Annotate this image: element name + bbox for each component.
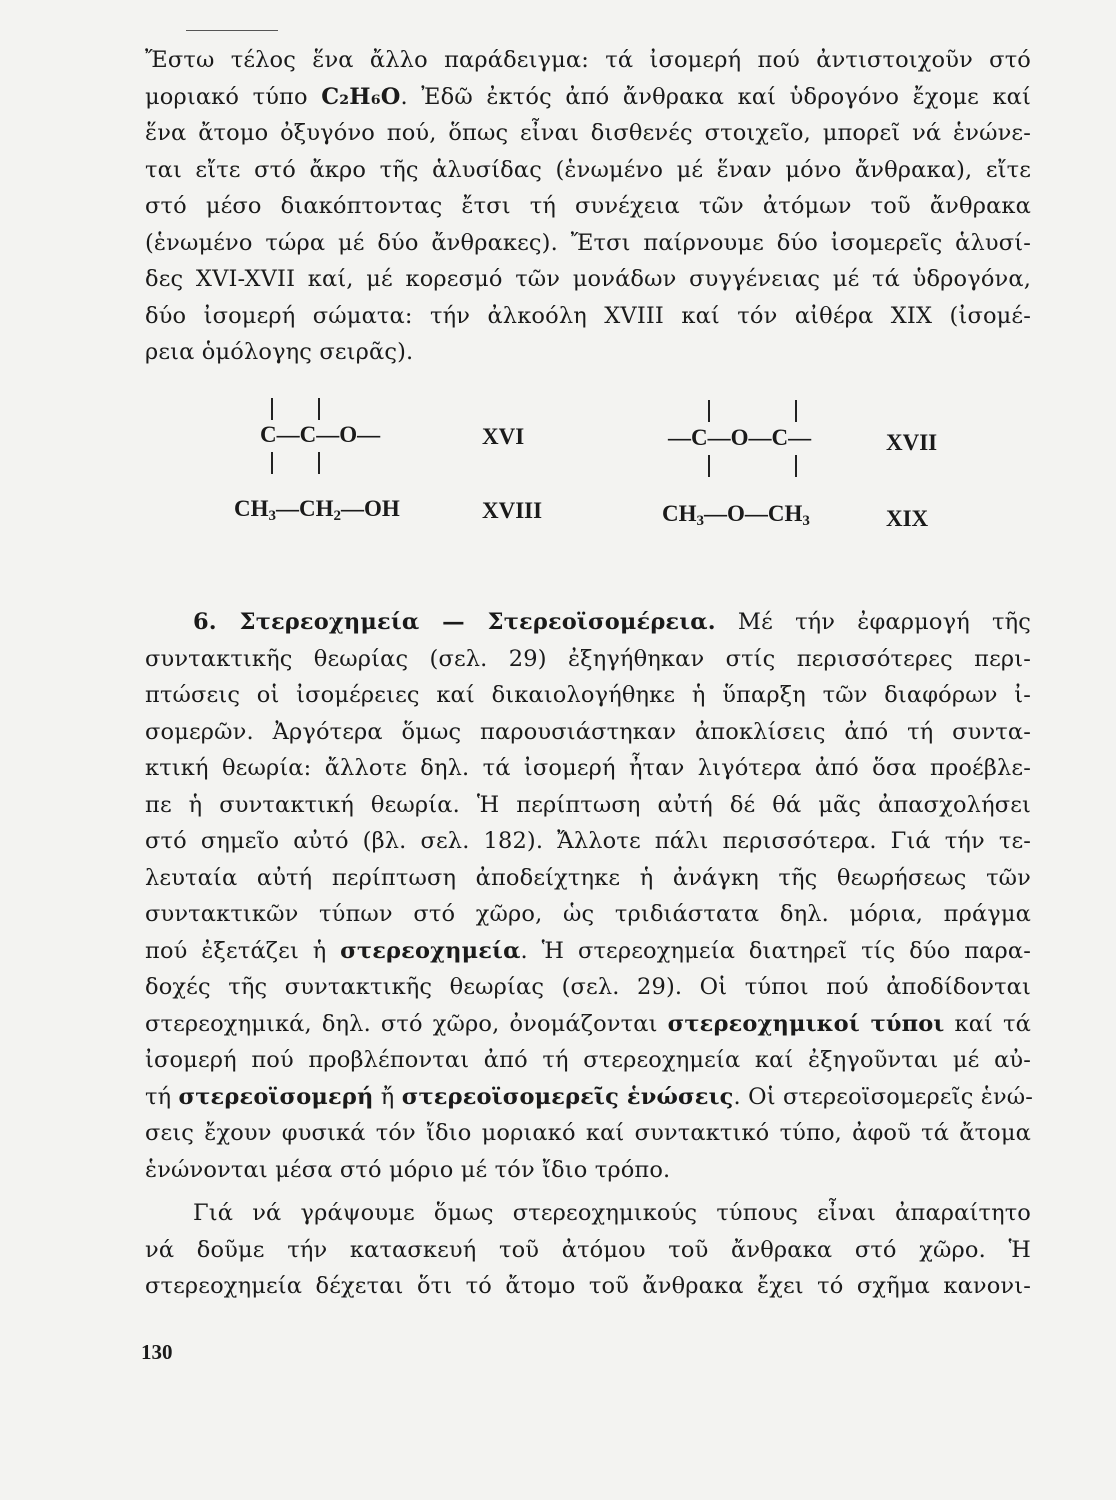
- label-xviii: XVIII: [482, 498, 543, 523]
- bond-line: [271, 452, 273, 474]
- text-line: λευταία αὐτή περίπτωση ἀποδείχτηκε ἡ ἀνάγκη τῆς θεωρήσεως τῶν: [145, 864, 1031, 891]
- text-line: ἑνώνονται μέσα στό μόριο μέ τόν ἴδιο τρόπο.: [145, 1156, 671, 1183]
- text-line: τή στερεοϊσομερή ἤ στερεοϊσομερεῖς ἑνώσεις. Οἱ στερεοϊσομερεῖς ἑνώ-: [145, 1083, 1034, 1110]
- text-line: πού ἐξετάζει ἡ στερεοχημεία. Ἡ στερεοχημεία διατηρεῖ τίς δύο παρα-: [145, 937, 1031, 964]
- text-line: ἰσομερή πού προβλέπονται ἀπό τή στερεοχημεία καί ἐξηγοῦνται μέ αὐ-: [145, 1047, 1031, 1073]
- text-line: ἕνα ἄτομο ὀξυγόνο πού, ὅπως εἶναι δισθενές στοιχεῖο, μπορεῖ νά ἑνώνε-: [145, 120, 1031, 146]
- label-xvii: XVII: [886, 430, 938, 455]
- text-line: μοριακό τύπο C₂H₆O. Ἐδῶ ἐκτός ἀπό ἄνθρακα καί ὑδρογόνο ἔχομε καί: [145, 83, 1031, 110]
- term-stereochemistry: στερεοχημεία: [340, 937, 521, 964]
- text-line: στό μέσο διακόπτοντας ἔτσι τή συνέχεια τῶν ἀτόμων τοῦ ἄνθρακα: [145, 193, 1031, 219]
- text-line: σομερῶν. Ἀργότερα ὅμως παρουσιάστηκαν ἀποκλίσεις ἀπό τή συντα-: [145, 718, 1031, 745]
- text-line: νά δοῦμε τήν κατασκευή τοῦ ἀτόμου τοῦ ἄνθρακα στό χῶρο. Ἡ: [145, 1236, 1031, 1263]
- section-heading: 6. Στερεοχημεία — Στερεοϊσομέρεια.: [193, 609, 716, 635]
- chain-xvii: —C—O—C—: [668, 425, 812, 450]
- text-line: συντακτικῶν τύπων στό χῶρο, ὡς τριδιάστατα δηλ. μόρια, πράγμα: [145, 901, 1031, 927]
- text-line: σεις ἔχουν φυσικά τόν ἴδιο μοριακό καί συντακτικό τύπο, ἀφοῦ τά ἄτομα: [145, 1120, 1031, 1146]
- bond-line: [318, 452, 320, 474]
- text-line: συντακτικῆς θεωρίας (σελ. 29) ἐξηγήθηκαν στίς περισσότερες περι-: [145, 645, 1031, 672]
- text-line: ρεια ὁμόλογης σειρᾶς).: [145, 339, 414, 365]
- molecular-formula: C₂H₆O: [321, 83, 401, 110]
- term-stereoisomers: στερεοϊσομερή: [178, 1083, 374, 1110]
- ether-formula: $CH_3—O—CH_3$: [662, 501, 810, 529]
- ethanol-formula: $CH_3—CH_2—OH$: [234, 496, 400, 524]
- text-line: Ἔστω τέλος ἕνα ἄλλο παράδειγμα: τά ἰσομερή πού ἀντιστοιχοῦν στό: [145, 47, 1031, 73]
- bond-line: [795, 400, 797, 422]
- text-line: Γιά νά γράψουμε ὅμως στερεοχημικούς τύπους εἶναι ἀπαραίτητο: [193, 1200, 1031, 1226]
- paragraph-isomers-c2h6o: [145, 42, 1031, 371]
- text-line: ται εἴτε στό ἄκρο τῆς ἁλυσίδας (ἑνωμένο μέ ἕναν μόνο ἄνθρακα), εἴτε: [145, 156, 1031, 183]
- text-line: πτώσεις οἱ ἰσομέρειες καί δικαιολογήθηκε ἡ ὕπαρξη τῶν διαφόρων ἰ-: [145, 682, 1031, 708]
- bond-line: [271, 398, 273, 420]
- chain-xvi: C—C—O—: [260, 422, 381, 447]
- label-xix: XIX: [886, 506, 929, 531]
- page-number: 130: [141, 1340, 173, 1364]
- text-line: στερεοχημικά, δηλ. στό χῶρο, ὀνομάζονται στερεοχημικοί τύποι καί τά: [145, 1010, 1031, 1037]
- text-line: πε ἡ συντακτική θεωρία. Ἡ περίπτωση αὐτή δέ θά μᾶς ἀπασχολήσει: [145, 791, 1031, 818]
- bond-line: [318, 398, 320, 420]
- term-stereo-formulas: στερεοχημικοί τύποι: [667, 1010, 945, 1037]
- top-rule: [186, 30, 278, 31]
- paragraph-carbon-structure: [145, 1195, 1031, 1305]
- text-line: στερεοχημεία δέχεται ὅτι τό ἄτομο τοῦ ἄνθρακα ἔχει τό σχῆμα κανονι-: [145, 1273, 1031, 1299]
- text-line: κτική θεωρία: ἄλλοτε δηλ. τά ἰσομερή ἦταν λιγότερα ἀπό ὅσα προέβλε-: [145, 755, 1031, 781]
- text-line: δύο ἰσομερή σώματα: τήν ἀλκοόλη XVIII καί τόν αἰθέρα XIX (ἰσομέ-: [145, 302, 1031, 329]
- bond-line: [708, 455, 710, 477]
- bond-line: [708, 400, 710, 422]
- text-line: στό σημεῖο αὐτό (βλ. σελ. 182). Ἄλλοτε πάλι περισσότερα. Γιά τήν τε-: [145, 828, 1031, 854]
- text-line: (ἑνωμένο τώρα μέ δύο ἄνθρακες). Ἔτσι παίρνουμε δύο ἰσομερεῖς ἁλυσί-: [145, 229, 1031, 256]
- section-stereochemistry: [145, 604, 1034, 1188]
- text-line: δες XVI-XVII καί, μέ κορεσμό τῶν μονάδων συγγένειας μέ τά ὑδρογόνα,: [145, 266, 1031, 292]
- text-line: δοχές τῆς συντακτικῆς θεωρίας (σελ. 29). Οἱ τύποι πού ἀποδίδονται: [145, 974, 1031, 1000]
- label-xvi: XVI: [482, 424, 525, 449]
- bond-line: [795, 455, 797, 477]
- text-line: 6. Στερεοχημεία — Στερεοϊσομέρεια. Μέ τήν ἐφαρμογή τῆς: [193, 609, 1031, 635]
- term-stereoisomeric-compounds: στερεοϊσομερεῖς ἑνώσεις: [401, 1083, 734, 1110]
